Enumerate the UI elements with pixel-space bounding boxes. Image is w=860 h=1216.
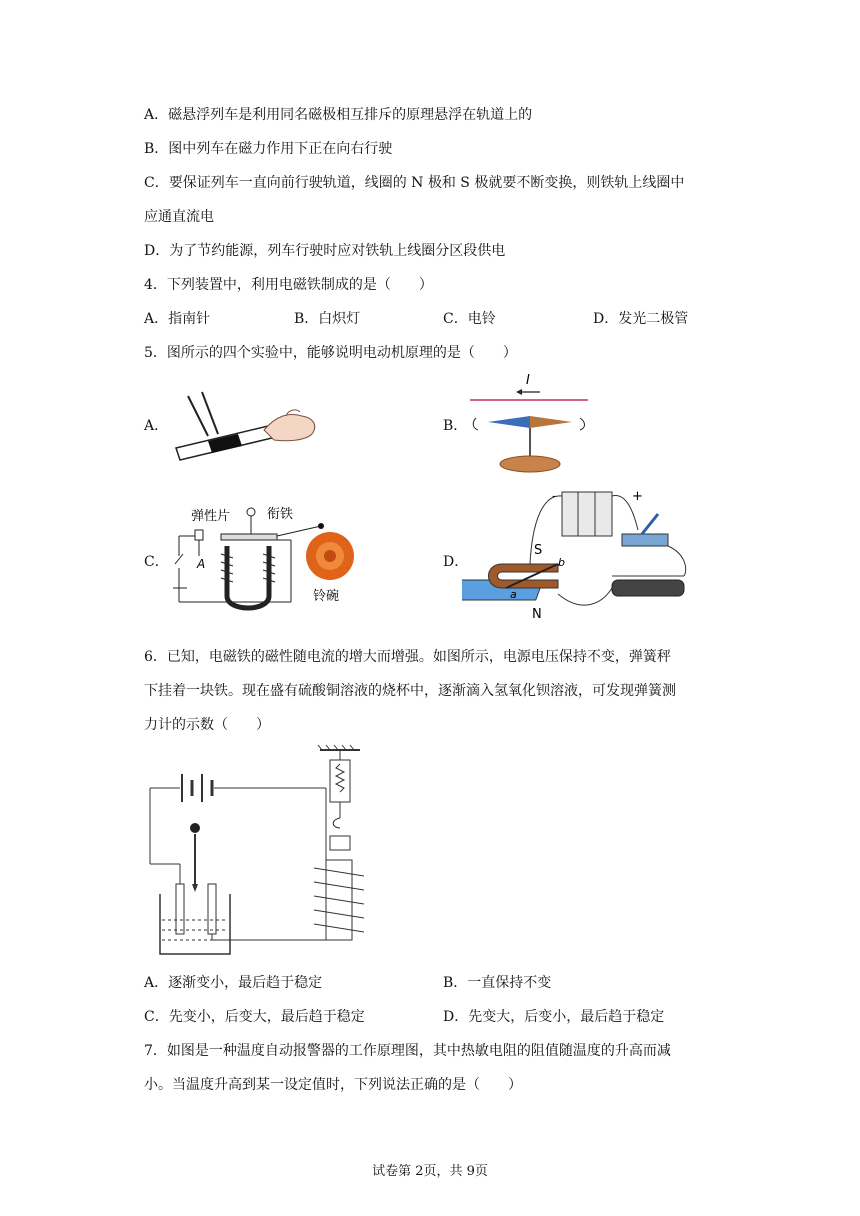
q6-option-a: A．逐渐变小，最后趋于稳定 [144,975,323,991]
q6-option-d: D．先变大，后变小，最后趋于稳定 [443,1009,665,1025]
q3-option-c-line1: C．要保证列车一直向前行驶轨道，线圈的 N 极和 S 极就要不断变换，则铁轨上线圈中 [144,175,685,191]
q6-option-c: C．先变小，后变大，最后趋于稳定 [144,1009,365,1025]
q5-option-c-label: C． [144,554,169,570]
q5-option-b-label: B． [443,418,468,434]
current-label: I [526,373,530,388]
q5-figure-b-needle-under-wire [460,370,600,480]
q6-stem-line1: 6．已知，电磁铁的磁性随电流的增大而增强。如图所示，电源电压保持不变，弹簧秤 [144,649,671,665]
q6-stem-line2: 下挂着一块铁。现在盛有硫酸铜溶液的烧杯中，逐渐滴入氢氧化钡溶液，可发现弹簧测 [144,683,676,699]
point-a-label: A [197,557,206,571]
q5-figure-c-electric-bell [165,496,365,618]
q4-option-b: B．白炽灯 [294,311,361,327]
q5-stem: 5．图所示的四个实验中，能够说明电动机原理的是（ ） [144,345,517,361]
bowl-label: 铃碗 [313,589,340,604]
q5-option-a-label: A． [144,418,169,434]
rail-a-label: a [510,588,517,601]
q4-option-c: C．电铃 [443,311,496,327]
q5-figure-d-motor-experiment [462,484,702,624]
spring-label: 弹性片 [191,509,231,524]
terminal-minus: - [552,489,557,504]
q3-option-b: B．图中列车在磁力作用下正在向右行驶 [144,141,393,157]
q6-figure-circuit [144,744,384,962]
terminal-plus: + [632,489,643,504]
q4-stem: 4．下列装置中，利用电磁铁制成的是（ ） [144,277,433,293]
q6-option-b: B．一直保持不变 [443,975,552,991]
q5-option-d-label: D． [443,554,469,570]
page-footer: 试卷第 2页，共 9页 [372,1164,488,1179]
q5-figure-a-magnet-held [168,386,328,466]
pole-n-label: N [532,607,542,622]
armature-label: 衔铁 [267,507,294,522]
q7-stem-line2: 小。当温度升高到某一设定值时，下列说法正确的是（ ） [144,1077,522,1093]
q6-stem-line3: 力计的示数（ ） [144,717,270,733]
q4-option-d: D．发光二极管 [593,311,689,327]
rail-b-label: b [558,556,565,569]
q3-option-d: D．为了节约能源，列车行驶时应对铁轨上线圈分区段供电 [144,243,506,259]
q3-option-a: A．磁悬浮列车是利用同名磁极相互排斥的原理悬浮在轨道上的 [144,107,533,123]
q7-stem-line1: 7．如图是一种温度自动报警器的工作原理图，其中热敏电阻的阻值随温度的升高而减 [144,1043,671,1059]
q3-option-c-line2: 应通直流电 [144,209,214,225]
q4-option-a: A．指南针 [144,311,211,327]
pole-s-label: S [534,543,543,558]
